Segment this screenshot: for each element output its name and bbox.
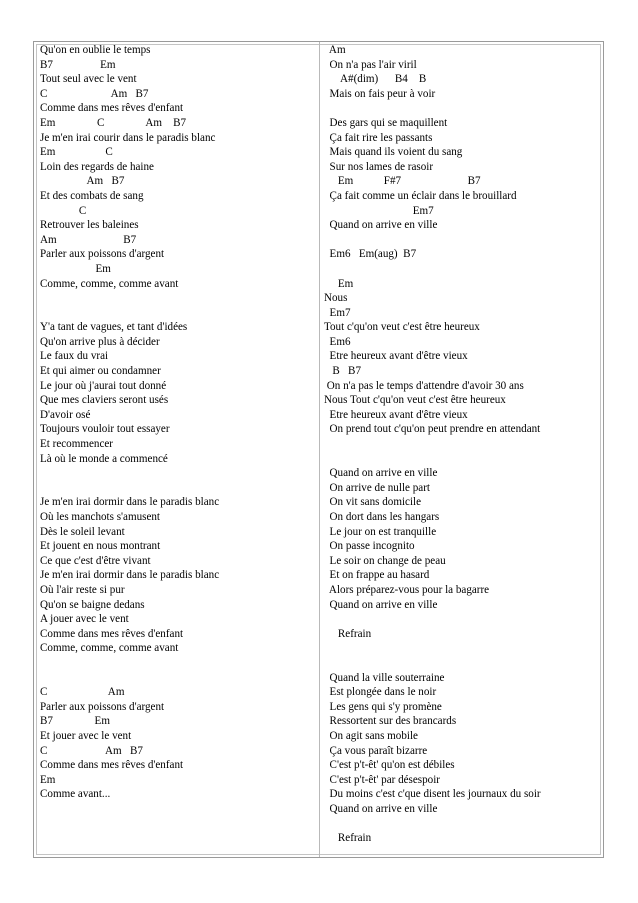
lyric-line: Je m'en irai dormir dans le paradis blanc <box>40 496 220 509</box>
lyric-line: Toujours vouloir tout essayer <box>40 423 170 436</box>
lyric-line: Je m'en irai dormir dans le paradis blanc <box>40 569 220 582</box>
lyric-line: Tout seul avec le vent <box>40 73 137 86</box>
lyric-line: Refrain <box>324 627 372 640</box>
lyric-line: Quand la ville souterraine <box>324 671 445 684</box>
lyric-line <box>40 671 318 686</box>
column-divider <box>319 42 320 857</box>
lyric-line: B7 Em <box>40 715 110 728</box>
lyric-line: Quand on arrive en ville <box>324 802 438 815</box>
lyric-line: D'avoir osé <box>40 408 91 421</box>
lyric-line: Le jour où j'aurai tout donné <box>40 379 167 392</box>
lyric-line <box>324 452 602 467</box>
lyric-line: Est plongée dans le noir <box>324 686 437 699</box>
lyric-line: Etre heureux avant d'être vieux <box>324 408 468 421</box>
lyric-line <box>324 656 602 671</box>
lyric-line: Et qui aimer ou condamner <box>40 365 161 378</box>
lyric-line: On prend tout c'qu'on peut prendre en attendant <box>324 423 541 436</box>
lyric-line: Du moins c'est c'que disent les journaux du soir <box>324 788 541 801</box>
lyric-line: On n'a pas le temps d'attendre d'avoir 30 ans <box>324 379 524 392</box>
lyric-line: On arrive de nulle part <box>324 481 430 494</box>
lyric-line: Le faux du vrai <box>40 350 109 363</box>
lyric-line <box>324 612 602 627</box>
lyric-line: Et jouent en nous montrant <box>40 540 161 553</box>
lyric-line: On passe incognito <box>324 540 415 553</box>
lyric-line: Comme dans mes rêves d'enfant <box>40 627 184 640</box>
lyric-line <box>40 656 318 671</box>
lyric-line: Am B7 <box>40 175 125 188</box>
lyric-line: Je m'en irai courir dans le paradis blanc <box>40 131 216 144</box>
lyric-line: Em <box>40 262 111 275</box>
lyric-line: Les gens qui s'y promène <box>324 700 442 713</box>
lyric-line: Et recommencer <box>40 438 113 451</box>
lyric-line: Là où le monde a commencé <box>40 452 168 465</box>
lyric-line: Nous Tout c'qu'on veut c'est être heureux <box>324 394 506 407</box>
lyric-line: Comme dans mes rêves d'enfant <box>40 102 184 115</box>
lyric-line: Nous <box>324 292 348 305</box>
lyric-line: On n'a pas l'air viril <box>324 58 417 71</box>
lyric-line: C'est p't-êt' qu'on est débiles <box>324 759 455 772</box>
lyric-line <box>40 481 318 496</box>
lyric-line: Alors préparez-vous pour la bagarre <box>324 583 490 596</box>
lyric-line: Ce que c'est d'être vivant <box>40 554 151 567</box>
lyric-line: Y'a tant de vagues, et tant d'idées <box>40 321 188 334</box>
right-lyrics-column <box>324 43 602 846</box>
lyric-line: Qu'on se baigne dedans <box>40 598 145 611</box>
lyric-line: Que mes claviers seront usés <box>40 394 169 407</box>
lyric-line: Quand on arrive en ville <box>324 598 438 611</box>
lyric-line: Am B7 <box>40 233 137 246</box>
lyric-line: B7 Em <box>40 58 116 71</box>
lyric-line <box>324 233 602 248</box>
lyric-line: Em7 <box>324 306 351 319</box>
lyric-line <box>40 306 318 321</box>
lyric-line: On agit sans mobile <box>324 729 418 742</box>
lyric-line: On dort dans les hangars <box>324 511 440 523</box>
lyric-line: Où les manchots s'amusent <box>40 511 161 523</box>
lyric-line: Et jouer avec le vent <box>40 729 132 742</box>
lyric-line <box>40 466 318 481</box>
lyric-line: Comme, comme, comme avant <box>40 642 179 655</box>
lyric-line: Ça fait rire les passants <box>324 131 433 144</box>
lyric-line: Refrain <box>324 832 372 845</box>
lyric-line: Mais on fais peur à voir <box>324 87 436 100</box>
lyric-line: Am <box>324 44 346 56</box>
lyric-line: Comme avant... <box>40 788 111 801</box>
lyric-line: Où l'air reste si pur <box>40 583 125 596</box>
lyric-line: Le soir on change de peau <box>324 554 446 567</box>
lyric-line <box>324 101 602 116</box>
lyric-line: Sur nos lames de rasoir <box>324 160 434 173</box>
lyric-line: Loin des regards de haine <box>40 160 154 173</box>
lyric-line: Em C <box>40 146 113 159</box>
lyric-line <box>324 437 602 452</box>
lyric-line: Qu'on en oublie le temps <box>40 44 151 56</box>
lyric-line: Parler aux poissons d'argent <box>40 700 165 713</box>
lyric-line: Comme dans mes rêves d'enfant <box>40 759 184 772</box>
lyric-line: C Am B7 <box>40 744 143 757</box>
lyric-line: Des gars qui se maquillent <box>324 116 448 129</box>
lyric-line: On vit sans domicile <box>324 496 422 509</box>
lyric-line: Em C Am B7 <box>40 116 187 129</box>
lyric-line: Retrouver les baleines <box>40 219 139 232</box>
lyric-line: Et des combats de sang <box>40 189 144 202</box>
lyric-line: Le jour on est tranquille <box>324 525 437 538</box>
lyric-line <box>40 291 318 306</box>
lyric-line <box>324 641 602 656</box>
lyric-line: A jouer avec le vent <box>40 613 129 626</box>
lyric-line: C <box>40 204 87 217</box>
lyric-line: Quand on arrive en ville <box>324 467 438 480</box>
lyric-line: Tout c'qu'on veut c'est être heureux <box>324 321 480 334</box>
lyric-line: C'est p't-êt' par désespoir <box>324 773 440 786</box>
lyric-line: Ressortent sur des brancards <box>324 715 457 728</box>
lyric-line: Ça fait comme un éclair dans le brouillard <box>324 189 517 202</box>
lyric-line: B B7 <box>324 365 361 378</box>
lyric-line: Em <box>40 773 56 786</box>
lyric-line: Quand on arrive en ville <box>324 219 438 232</box>
lyric-line: Parler aux poissons d'argent <box>40 248 165 261</box>
lyric-line: Ça vous paraît bizarre <box>324 744 428 757</box>
lyric-line: C Am B7 <box>40 87 149 100</box>
lyric-line: Comme, comme, comme avant <box>40 277 179 290</box>
lyric-line: Mais quand ils voient du sang <box>324 146 463 159</box>
lyric-line: Em <box>324 277 354 290</box>
lyric-line: Em F#7 B7 <box>324 175 481 188</box>
lyric-line: A#(dim) B4 B <box>324 73 427 86</box>
lyric-line: Dès le soleil levant <box>40 525 125 538</box>
lyric-line <box>324 816 602 831</box>
lyric-line: Qu'on arrive plus à décider <box>40 335 160 348</box>
lyric-line: Et on frappe au hasard <box>324 569 430 582</box>
lyric-line: Em6 Em(aug) B7 <box>324 248 417 261</box>
lyric-line: Etre heureux avant d'être vieux <box>324 350 468 363</box>
lyric-line <box>324 262 602 277</box>
lyric-line: C Am <box>40 686 125 699</box>
left-lyrics-column <box>40 43 318 802</box>
lyric-line: Em7 <box>324 204 434 217</box>
lyric-line: Em6 <box>324 335 351 348</box>
